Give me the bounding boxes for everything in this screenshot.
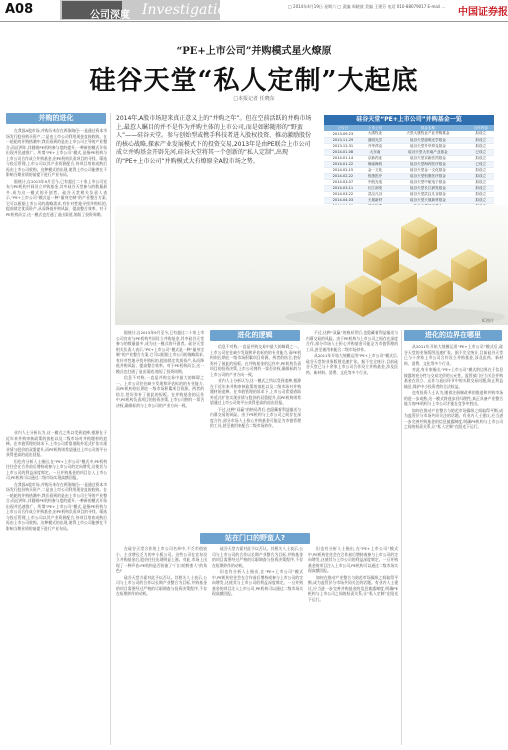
table-cell: 拟设立 — [468, 167, 494, 173]
table-cell: 拟设立 — [468, 143, 494, 149]
table-cell: 硅谷天堂中航电子基金 — [388, 179, 467, 185]
table-cell: 中航光电 — [362, 179, 388, 185]
bottom-column-c — [308, 546, 398, 745]
newspaper-logo: 中国证券报 — [458, 7, 508, 18]
table-cell: 金一文化 — [362, 167, 388, 173]
section-cn: 公司深度 — [90, 10, 130, 21]
table-cell: 硅谷天堂京新医药基金 — [388, 155, 467, 161]
table-cell: 2014.02.15 — [324, 167, 362, 173]
column-rule — [110, 113, 111, 745]
table-cell: 2014.02.22 — [324, 173, 362, 179]
table-cell: 硅谷天堂升华拜克基金 — [388, 143, 467, 149]
table-cell: 拟设立 — [468, 173, 494, 179]
table-cell: 升华拜克 — [362, 143, 388, 149]
mid-column-c — [306, 330, 398, 530]
table-cell: 2014.01.08 — [324, 149, 362, 155]
paragraph: 在我国A股市场,并购历来存在两条路径:一是通过资本市场发行股份购买资产,二是由上市公司利用现金直接收购。在一轮轮的并购热潮中,我们看到的是由上市公司主导的产业整合;而近两年,伴随着PE机构参与度的提升,一种新的模式开始出现并迅速推广。所谓“PE+上市公司”模式,是指PE机构与上市公司合作成立并购基金,由PE机构负责项目的寻找、筛选与投后管理,上市公司以其产业资源配合,待项目培育成熟后再由上市公司收购。这种模式的出现,使得上市公司能够在不影响当期业绩的前提下进行产业布局。 — [6, 481, 107, 531]
paragraph: 不过,这种“双赢”的格局背后,也隐藏着利益输送与内幕交易的风险。由于PE机构与上市公司之间存在深度合作,部分市场人士担心并购基金可能沦为市值管理的工具,甚至被用来配合二级市场炒作。 — [210, 406, 301, 428]
table-cell: 硅谷天堂海药医疗基金 — [388, 161, 467, 167]
paragraph: 但也有分析人士指出,在“PE+上市公司”模式中,PE机构往往会在合作前后增持或参与上市公司的定向增发,这使其与上市公司的利益深度绑定。一旦并购基金的项目注入上市公司,PE机构可以通过二级市场实现高额回报。 — [308, 546, 398, 573]
bottom-column-b — [212, 546, 303, 745]
table-cell: 硅谷天堂金一文化基金 — [388, 167, 467, 173]
photo-credit: IC图片 — [482, 318, 494, 323]
table-cell: 2014.01.14 — [324, 155, 362, 161]
table-cell: 武汉凡谷 — [362, 191, 388, 197]
paragraph: 据统计,自2013年9月至今,已有超过二十家上市公司宣布与PE机构共同设立并购基金,其中硅谷天堂参与的数量最多,成为这一模式的开创者。硅谷天堂相关负责人表示,“PE+上市公司”模式是一种“量身定制”的产业整合方案,它可以根据上市公司的战略需求,有针对性地寻找并购标的,提前锁定优质资产,从而降低并购风险、提高整合效率。对于PE机构而言,这一模式也打通了退出渠道,缩短了投资周期。 — [116, 330, 204, 374]
paragraph: 但也有分析人士指出,在“PE+上市公司”模式中,PE机构往往会在合作前后增持或参与上市公司的定向增发,这使其与上市公司的利益深度绑定。一旦并购基金的项目注入上市公司,PE机构可以通过二级市场实现高额回报。 — [212, 569, 303, 596]
paragraph: 业内人士分析认为,这一模式之所以受到追捧,根源在于近年来并购审核政策的放松以及二级市场对并购题材的追捧。在市值管理的诉求下,上市公司希望借助外延式扩张实现业绩与股价的双重提升,而PE机构则希望通过上市公司的平台获得更高的退出回报。 — [6, 430, 107, 457]
table-cell: 京新药业 — [362, 155, 388, 161]
cubes-photo — [115, 205, 508, 325]
table-cell: 海南海药 — [362, 161, 388, 167]
paragraph: 如何在推动产业整合与防范市场操纵之间取得平衡,成为监管层与市场共同关注的话题。有业内人士建议,应当进一步完善并购基金的信息披露制度,明确PE机构与上市公司之间的权责关系,让“私人定制”在阳光下运行。 — [404, 407, 503, 429]
table-cell: 2013.11.29 — [324, 137, 362, 143]
article-subtitle: “PE+上市公司”并购模式星火燎原 — [176, 46, 332, 57]
paragraph: 在我国A股市场,并购历来存在两条路径:一是通过资本市场发行股份购买资产,二是由上市公司利用现金直接收购。在一轮轮的并购热潮中,我们看到的是由上市公司主导的产业整合;而近两年,伴随着PE机构参与度的提升,一种新的模式开始出现并迅速推广。所谓“PE+上市公司”模式,是指PE机构与上市公司合作成立并购基金,由PE机构负责项目的寻找、筛选与投后管理,上市公司以其产业资源配合,待项目培育成熟后再由上市公司收购。这种模式的出现,使得上市公司能够在不影响当期业绩的前提下进行产业布局。 — [6, 128, 107, 177]
table-cell: 长江润发 — [362, 185, 388, 191]
paragraph: 也有投资人士认为,随着注册制改革的推进和并购市场的进一步成熟,这一模式将逐步回归理性,真正具备产业整合能力的PE机构与上市公司才能在竞争中胜出。 — [404, 390, 503, 406]
table-cell: 拟设立 — [468, 197, 494, 203]
table-cell: 硅谷天堂天晟新材基金 — [388, 197, 467, 203]
fund-table — [324, 115, 494, 216]
table-cell: 2014.03.07 — [324, 179, 362, 185]
paragraph: 不过,这种“双赢”的格局背后,也隐藏着利益输送与内幕交易的风险。由于PE机构与上市公司之间存在深度合作,部分市场人士担心并购基金可能沦为市值管理的工具,甚至被用来配合二级市场炒作。 — [306, 330, 398, 352]
table-cell: 2014.04.03 — [324, 197, 362, 203]
section-label — [66, 2, 235, 22]
section-head-left: 并购的进化 — [6, 113, 106, 124]
paragraph: 信息不对称,一直是并购交易中最大的障碍之一。上市公司往往缺少发现和评估标的的专业能力,而PE机构则长期在一级市场积累项目资源。两者的结合,恰好弥补了彼此的短板。在并购基金的运作中,PE机构负责项目的投资决策,上市公司拥有一票否决权,确保标的与上市公司的产业方向一致。 — [210, 344, 301, 377]
paragraph: 信息不对称,一直是并购交易中最大的障碍之一。上市公司往往缺少发现和评估标的的专业能力,而PE机构则长期在一级市场积累项目资源。两者的结合,恰好弥补了彼此的短板。在并购基金的运作中,PE机构负责项目的投资决策,上市公司拥有一票否决权,确保标的与上市公司的产业方向一致。 — [116, 375, 204, 408]
table-column-header: 公告日 — [324, 125, 362, 131]
table-cell: 恒康医疗 — [362, 173, 388, 179]
table-cell: 天晟新材 — [362, 197, 388, 203]
section-en: Investigation — [142, 2, 235, 18]
cubes-illustration — [115, 205, 508, 325]
issue-meta: □ 2014年4月19日 星期六 □ 责编 周晓波 美编 王建芬 电话 010-88079017 E-mail ... — [288, 4, 446, 9]
table-cell: 硅谷天堂长江润发基金 — [388, 185, 467, 191]
table-column-header: 基金名称 — [388, 125, 467, 131]
table-cell: 2014.01.22 — [324, 161, 362, 167]
right-column — [404, 344, 503, 745]
mid-column-a — [116, 330, 204, 530]
table-cell: 大东南 — [362, 149, 388, 155]
table-cell: 2013.09.23 — [324, 131, 362, 137]
table-cell: 拟设立 — [468, 131, 494, 137]
table-cell: 拟设立 — [468, 179, 494, 185]
header-rule — [0, 21, 508, 22]
table-cell: 2013.12.31 — [324, 143, 362, 149]
table-cell: 拟设立 — [468, 137, 494, 143]
table-cell: 拟设立 — [468, 155, 494, 161]
table-body — [324, 125, 494, 216]
paragraph: 据统计,自2013年9月至今,已有超过二十家上市公司宣布与PE机构共同设立并购基金,其中硅谷天堂参与的数量最多,成为这一模式的开创者。硅谷天堂相关负责人表示,“PE+上市公司”模式是一种“量身定制”的产业整合方案,它可以根据上市公司的战略需求,有针对性地寻找并购标的,提前锁定优质资产,从而降低并购风险、提高整合效率。对于PE机构而言,这一模式也打通了退出渠道,缩短了投资周期。 — [6, 178, 107, 217]
bottom-column-a — [116, 546, 207, 745]
table-cell: 硅谷天堂恒康医疗基金 — [388, 173, 467, 179]
table-column-header: 上市公司 — [362, 125, 388, 131]
paragraph: 如何在推动产业整合与防范市场操纵之间取得平衡,成为监管层与市场共同关注的话题。有业内人士建议,应当进一步完善并购基金的信息披露制度,明确PE机构与上市公司之间的权责关系,让“私人定制”在阳光下运行。 — [308, 574, 398, 602]
lead-paragraph: 2014年,A股市场迎来真正意义上的“并购之年”。但在空前活跃的并购市场上,最惹人瞩目的并不是作为并购主体的上市公司,而是如影随形的“野蛮人”——硅谷天堂。参与创始型或携手科技者进入股权投资、推动激励股份的核心战略,探索产业发展模式下的投资交易,2013年是由PE联合上市公司成立并购基金开辟先河,硅谷天堂将其一个创新的“私人定制”,出现的“PE+上市公司”并购模式大有燎原全A股市场之势。 — [116, 115, 312, 165]
table-cell: 拟设立 — [468, 191, 494, 197]
table-cell: 拟设立 — [468, 185, 494, 191]
table-column-header: 合作内容 — [468, 125, 494, 131]
table-cell: 硅谷天堂武汉凡谷基金 — [388, 191, 467, 197]
table-title: 硅谷天堂“PE+上市公司”并购基金一览 — [324, 115, 494, 125]
table-cell: 已设立 — [468, 161, 494, 167]
paragraph: 但也有分析人士指出,在“PE+上市公司”模式中,PE机构往往会在合作前后增持或参与上市公司的定向增发,这使其与上市公司的利益深度绑定。一旦并购基金的项目注入上市公司,PE机构可以通过二级市场实现高额回报。 — [6, 458, 107, 480]
article-title: 硅谷天堂“私人定制”大起底 — [89, 66, 419, 96]
paragraph: 在硅谷天堂合作的上市公司名单中,不乏市值较小、主业增长乏力的中小板公司。这些公司在宣布设立并购基金后,股价往往出现明显上涨。对此,市场上出现了一种声音:PE机构是否扮演了“门口的野蛮人”的角色? — [116, 546, 207, 573]
table-cell: 已设立 — [468, 149, 494, 155]
section-head-mid: 进化的逻辑 — [210, 330, 300, 341]
section-head-right: 进化的边界在哪里 — [404, 330, 502, 341]
column-rule — [401, 330, 402, 745]
table-cell: 硅谷天堂道明光学基金 — [388, 137, 467, 143]
page-number: A08 — [5, 2, 34, 17]
paragraph: 从2011年开始大规模运用“PE+上市公司”模式后,硅谷天堂的业务版图迅速扩张。据不完全统计,目前硅谷天堂已与十余家上市公司合作设立并购基金,涉及医药、新材料、消费、文化等多个行业。 — [306, 353, 398, 375]
paragraph: 业内人士分析认为,这一模式之所以受到追捧,根源在于近年来并购审核政策的放松以及二级市场对并购题材的追捧。在市值管理的诉求下,上市公司希望借助外延式扩张实现业绩与股价的双重提升,而PE机构则希望通过上市公司的平台获得更高的退出回报。 — [210, 378, 301, 405]
table-cell: 2014.03.11 — [324, 185, 362, 191]
table-cell: 大康牧业 — [362, 131, 388, 137]
paragraph: 硅谷天堂方面对此予以否认。其相关人士表示,公司与上市公司的合作以长期产业整合为目标,并购基金的项目需要经过严格的尽职调查与投资决策程序,不存在短期炒作的动机。 — [116, 574, 207, 596]
table-cell: 天堂大康牧业产业并购基金 — [388, 131, 467, 137]
section-head-bottom: 站在门口的野蛮人? — [200, 533, 310, 544]
paragraph: 从2011年开始大规模运用“PE+上市公司”模式后,硅谷天堂的业务版图迅速扩张。据不完全统计,目前硅谷天堂已与十余家上市公司合作设立并购基金,涉及医药、新材料、消费、文化等多个行业。 — [404, 344, 503, 366]
left-column-bottom — [6, 430, 107, 745]
table-cell: 道明光学 — [362, 137, 388, 143]
table-cell: 2014.03.22 — [324, 191, 362, 197]
paragraph: 对此,有专家指出,“PE+上市公司”模式的边界在于信息披露的充分性与交易定价的公允性。监管部门应当关注并购基金在设立、运作与退出环节中的关联交易问题,防止利益输送,保护中小投资者的合法权益。 — [404, 367, 503, 389]
table-cell: 硅谷天堂大东南产业基金 — [388, 149, 467, 155]
paragraph: 硅谷天堂方面对此予以否认。其相关人士表示,公司与上市公司的合作以长期产业整合为目标,并购基金的项目需要经过严格的尽职调查与投资决策程序,不存在短期炒作的动机。 — [212, 546, 303, 568]
byline: □本报记者 任晓东 — [233, 96, 275, 102]
mid-column-b — [210, 344, 301, 530]
left-column-top — [6, 128, 107, 428]
